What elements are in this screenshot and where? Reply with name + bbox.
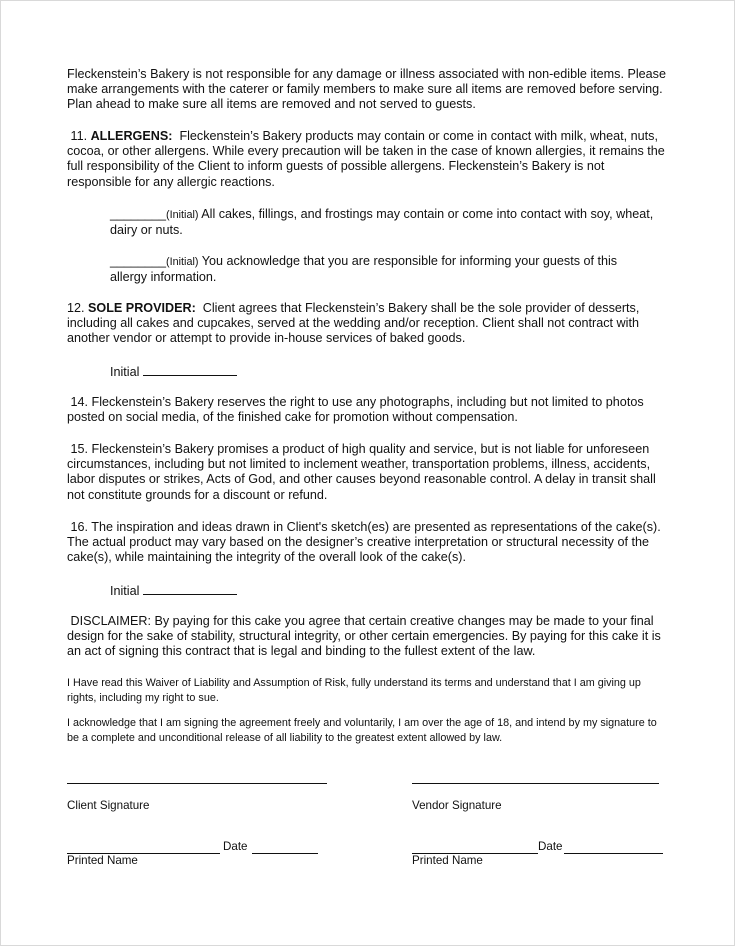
photos-clause <box>67 395 667 425</box>
clause-text: 14. Fleckenstein’s Bakery reserves the right to use any photographs, including but not limited to photos posted on social media, of the finished cake for promotion without compensation. <box>67 395 644 425</box>
disclaimer-paragraph <box>67 614 667 660</box>
initial-label: Initial <box>110 365 140 379</box>
vendor-signature-line[interactable] <box>412 783 659 784</box>
acknowledge-paragraph: I acknowledge that I am signing the agreement freely and voluntarily, I am over the age of 18, and intend by my signature to be a complete and unconditional release of all liability to the greatest extent allowed by law. <box>67 717 657 744</box>
initial-line-2 <box>110 582 655 599</box>
clause-body: Client agrees that Fleckenstein’s Bakery shall be the sole provider of desserts, including all cakes and cupcakes, served at the wedding and/or reception. Client shall not contract with another vendor or attempt to provide in-house services of baked goods. <box>67 301 640 346</box>
initial-blank[interactable]: ________ <box>110 254 167 268</box>
intro-paragraph: Fleckenstein’s Bakery is not responsible for any damage or illness associated with non-edible items. Please make arrangements with the caterer or family members to make sure all items are removed before serving. Plan ahead to make sure all items are removed and not served to guests. <box>67 67 666 112</box>
initial-allergen-statement-1 <box>110 207 655 238</box>
initial-text: You acknowledge that you are responsible for informing your guests of this allergy information. <box>110 254 618 285</box>
client-signature-label: Client Signature <box>67 799 150 812</box>
client-signature-line[interactable] <box>67 783 327 784</box>
initial-blank[interactable]: ________ <box>110 207 167 221</box>
initial-line-1 <box>110 363 655 380</box>
initial-field[interactable] <box>143 363 237 376</box>
clause-text: 16. The inspiration and ideas drawn in Client's sketch(es) are presented as representations of the cake(s). The actual product may vary based on the designer’s creative interpretation or structural necessity of the cake(s), while maintaining the integrity of the overall look of the cake(s). <box>67 520 661 565</box>
clause-body: Fleckenstein’s Bakery products may contain or come in contact with milk, wheat, nuts, cocoa, or other allergens. While every precaution will be taken in the case of known allergies, it remains the full responsibility of the Client to inform guests of possible allergens. Fleckenstein’s Bakery is not responsible for any allergic reactions. <box>67 129 665 189</box>
client-printed-name-label: Printed Name <box>67 854 138 867</box>
initial-tag: (Initial) <box>166 209 199 221</box>
initial-text: All cakes, fillings, and frostings may contain or come into contact with soy, wheat, dairy or nuts. <box>110 207 654 238</box>
waiver-paragraph: I Have read this Waiver of Liability and Assumption of Risk, fully understand its terms and understand that I am giving up rights, including my right to sue. <box>67 677 641 704</box>
allergens-clause <box>67 129 667 190</box>
initial-tag: (Initial) <box>166 256 199 268</box>
vendor-date-line[interactable] <box>564 853 663 854</box>
initial-field[interactable] <box>143 582 237 595</box>
initial-label: Initial <box>110 584 140 598</box>
clause-text: DISCLAIMER: By paying for this cake you agree that certain creative changes may be made to your final design for the sake of stability, structural integrity, or other certain emergencies. By paying for this cake it is an act of signing this contract that is legal and binding to the fullest extent of the law. <box>67 614 661 659</box>
clause-number: 11. <box>70 129 88 143</box>
clause-heading: SOLE PROVIDER: <box>88 301 196 315</box>
sole-provider-clause <box>67 301 667 347</box>
vendor-printed-name-label: Printed Name <box>412 854 483 867</box>
clause-text: 15. Fleckenstein’s Bakery promises a product of high quality and service, but is not liable for unforeseen circumstances, including but not limited to inclement weather, transportation problems, illness, accidents, labor disputes or strikes, Acts of God, and other causes beyond reasonable control. A delay in transit shall not constitute grounds for a discount or refund. <box>67 442 656 502</box>
vendor-date-label: Date <box>538 840 563 853</box>
initial-allergen-statement-2 <box>110 254 655 285</box>
client-date-line[interactable] <box>252 853 318 854</box>
quality-clause <box>67 442 667 503</box>
client-date-label: Date <box>223 840 248 853</box>
clause-number: 12. <box>67 301 85 315</box>
clause-heading: ALLERGENS: <box>90 129 173 143</box>
sketch-clause <box>67 520 667 566</box>
vendor-signature-label: Vendor Signature <box>412 799 502 812</box>
